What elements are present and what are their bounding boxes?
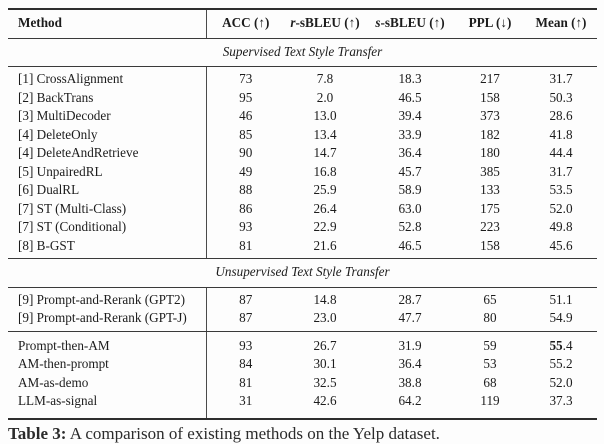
section-title-row <box>8 259 597 288</box>
method-cell: [1] CrossAlignment <box>18 71 124 86</box>
value-cell: 90 <box>206 144 285 163</box>
column-header: Mean (↑) <box>525 9 597 38</box>
table-row <box>8 237 597 259</box>
table-caption <box>8 424 597 444</box>
value-cell: 53 <box>483 356 497 371</box>
method-cell: [7] ST (Conditional) <box>18 219 127 234</box>
method-cell: Prompt-then-AM <box>18 337 110 353</box>
value-cell: 49 <box>206 163 285 182</box>
value-cell: 85 <box>206 126 285 145</box>
value-cell: 63.0 <box>398 200 422 216</box>
column-header: PPL (↓) <box>455 9 525 38</box>
value-cell: 41.8 <box>549 126 573 142</box>
results-table <box>8 8 597 420</box>
value-cell: 49.8 <box>549 219 573 234</box>
value-cell: 31 <box>206 392 285 419</box>
value-cell: 68 <box>483 374 497 390</box>
caption-label: Table 3: <box>8 424 67 443</box>
method-cell: AM-then-prompt <box>18 356 109 371</box>
value-cell: 93 <box>206 218 285 237</box>
table-row <box>8 392 597 419</box>
value-cell: 30.1 <box>313 356 337 371</box>
value-cell: 53.5 <box>549 182 573 197</box>
value-cell: 73 <box>206 67 285 89</box>
method-cell: [9] Prompt-and-Rerank (GPT2) <box>18 291 186 307</box>
value-cell: 80 <box>455 309 525 331</box>
results-table-head <box>8 9 597 38</box>
value-cell: 37.3 <box>549 393 573 408</box>
method-cell: LLM-as-signal <box>18 393 98 408</box>
value-cell: 223 <box>480 219 500 234</box>
value-cell: 65 <box>483 291 497 307</box>
table-row <box>8 181 597 200</box>
value-cell: 51.1 <box>549 291 573 307</box>
value-cell: 81 <box>206 374 285 393</box>
value-cell: 52.0 <box>549 200 573 216</box>
value-cell: 175 <box>480 200 500 216</box>
value-cell: 42.6 <box>313 393 337 408</box>
value-cell: 64.2 <box>398 393 422 408</box>
value-cell: 16.8 <box>313 163 337 179</box>
value-cell: 46.5 <box>398 89 422 105</box>
value-cell: 88 <box>206 181 285 200</box>
value-cell: 87 <box>206 287 285 309</box>
value-cell: 14.8 <box>313 291 337 307</box>
value-cell: 14.7 <box>313 145 337 160</box>
caption-text: A comparison of existing methods on the Yelp dataset. <box>66 424 440 443</box>
value-cell: 158 <box>480 89 500 105</box>
value-cell: 33.9 <box>398 126 422 142</box>
table-row <box>8 200 597 219</box>
value-cell: 59 <box>483 337 497 353</box>
value-cell: 50.3 <box>549 89 573 105</box>
value-cell: 180 <box>480 145 500 160</box>
method-cell: [2] BackTrans <box>18 89 94 105</box>
value-cell: 46 <box>206 107 285 126</box>
value-cell: 31.7 <box>549 163 573 179</box>
column-header: Method <box>8 9 206 38</box>
value-cell: 26.4 <box>313 200 337 216</box>
value-cell: 133 <box>480 182 500 197</box>
value-cell: 23.0 <box>285 309 365 331</box>
value-cell: 44.4 <box>549 145 573 160</box>
method-cell: [4] DeleteAndRetrieve <box>18 145 139 160</box>
table-row <box>8 107 597 126</box>
value-cell: 95 <box>206 89 285 108</box>
value-cell: 13.0 <box>313 108 337 123</box>
value-cell: 2.0 <box>316 89 334 105</box>
table-row <box>8 309 597 331</box>
value-cell: 52.8 <box>398 219 422 234</box>
value-cell: 373 <box>480 108 500 123</box>
value-cell: 47.7 <box>365 309 455 331</box>
value-cell: 13.4 <box>313 126 337 142</box>
value-cell: 52.0 <box>549 374 573 390</box>
table-row <box>8 331 597 355</box>
value-cell: 217 <box>480 71 500 86</box>
section-title: Unsupervised Text Style Transfer <box>8 259 597 288</box>
value-cell: 22.9 <box>313 219 337 234</box>
value-cell: 32.5 <box>313 374 337 390</box>
method-cell: [5] UnpairedRL <box>18 163 103 179</box>
value-cell: 46.5 <box>365 237 455 259</box>
column-header: ACC (↑) <box>206 9 285 38</box>
value-cell: 28.6 <box>549 108 573 123</box>
method-cell: AM-as-demo <box>18 374 89 390</box>
method-cell: [6] DualRL <box>18 182 80 197</box>
table-section <box>8 331 597 419</box>
value-cell: 86 <box>206 200 285 219</box>
value-cell: 158 <box>455 237 525 259</box>
table-row <box>8 89 597 108</box>
value-cell: 36.4 <box>398 356 422 371</box>
table-row <box>8 218 597 237</box>
table-row <box>8 163 597 182</box>
value-cell: 93 <box>206 331 285 355</box>
value-cell: 36.4 <box>398 145 422 160</box>
value-cell: 58.9 <box>398 182 422 197</box>
column-header: s-sBLEU (↑) <box>365 9 455 38</box>
value-cell: 182 <box>480 126 500 142</box>
column-header: r-sBLEU (↑) <box>285 9 365 38</box>
value-cell: 45.7 <box>398 163 422 179</box>
method-cell: [3] MultiDecoder <box>18 108 111 123</box>
method-cell: [9] Prompt-and-Rerank (GPT-J) <box>8 309 206 331</box>
table-section <box>8 259 597 332</box>
method-cell: [7] ST (Multi-Class) <box>18 200 127 216</box>
value-cell: 84 <box>206 355 285 374</box>
table-row <box>8 126 597 145</box>
section-title: Supervised Text Style Transfer <box>8 38 597 67</box>
value-cell: 31.7 <box>549 71 573 86</box>
header-row <box>8 9 597 38</box>
table-row <box>8 144 597 163</box>
value-cell: 38.8 <box>398 374 422 390</box>
value-cell: 31.9 <box>398 337 422 353</box>
value-cell: 385 <box>480 163 500 179</box>
table-row <box>8 287 597 309</box>
value-cell: 55.4 <box>549 337 573 353</box>
method-cell: [4] DeleteOnly <box>18 126 98 142</box>
value-cell: 81 <box>206 237 285 259</box>
value-cell: 45.6 <box>525 237 597 259</box>
table-section <box>8 38 597 259</box>
value-cell: 87 <box>206 309 285 331</box>
method-cell: [8] B-GST <box>8 237 206 259</box>
value-cell: 7.8 <box>316 71 334 86</box>
value-cell: 18.3 <box>398 71 422 86</box>
value-cell: 26.7 <box>313 337 337 353</box>
section-title-row <box>8 38 597 67</box>
value-cell: 25.9 <box>313 182 337 197</box>
value-cell: 55.2 <box>549 356 573 371</box>
value-cell: 21.6 <box>285 237 365 259</box>
value-cell: 54.9 <box>525 309 597 331</box>
value-cell: 119 <box>480 393 500 408</box>
value-cell: 28.7 <box>398 291 422 307</box>
table-row <box>8 355 597 374</box>
table-row <box>8 67 597 89</box>
value-cell: 39.4 <box>398 108 422 123</box>
table-row <box>8 374 597 393</box>
